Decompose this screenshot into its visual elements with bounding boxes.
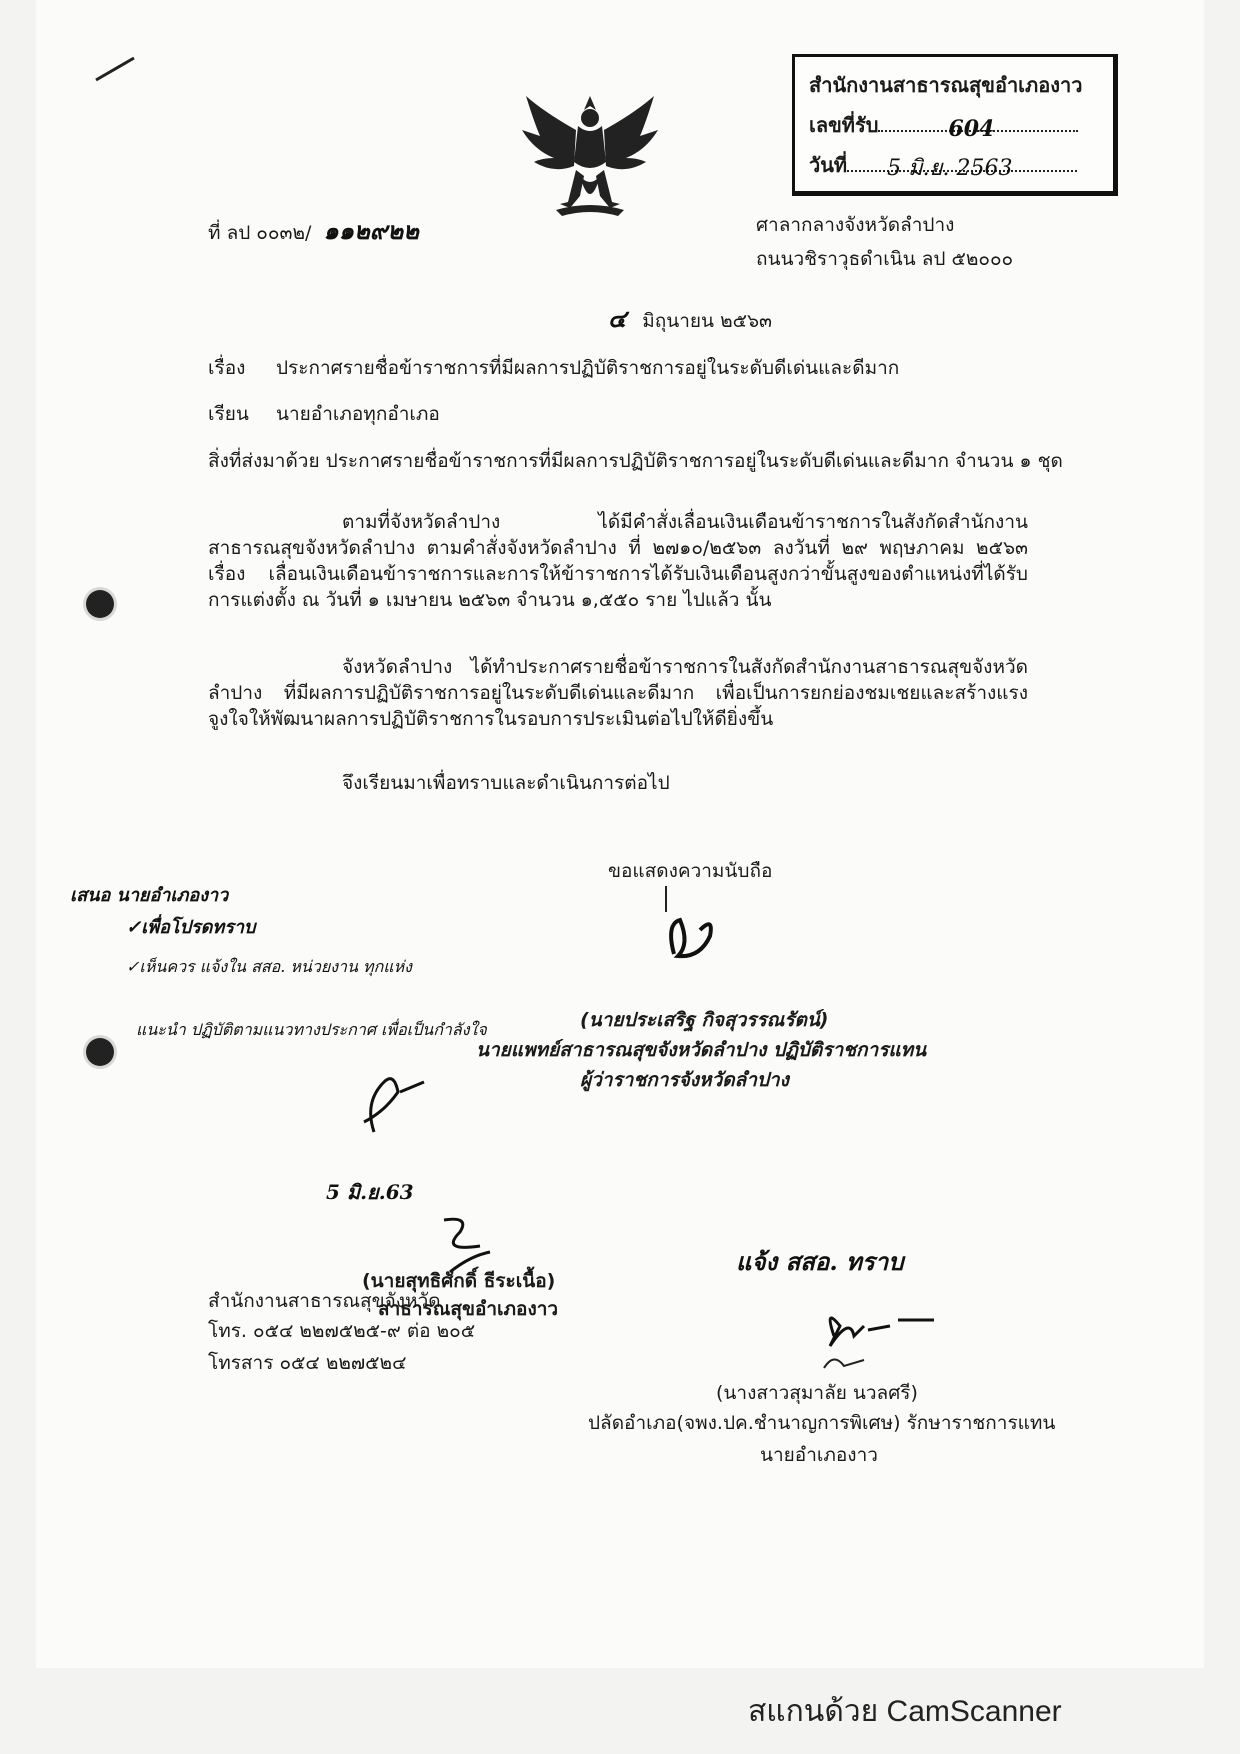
- handwritten-note-line-1: เสนอ นายอำเภองาว: [70, 885, 229, 906]
- receive-stamp: [792, 54, 1118, 196]
- subject-text: ประกาศรายชื่อข้าราชการที่มีผลการปฏิบัติราชการอยู่ในระดับดีเด่นและดีมาก: [276, 357, 900, 379]
- stamp-recv-label: เลขที่รับ: [809, 113, 879, 137]
- enclosure: สิ่งที่ส่งมาด้วย ประกาศรายชื่อข้าราชการที่มีผลการปฏิบัติราชการอยู่ในระดับดีเด่นและดีมาก จำนวน ๑ ชุด: [208, 450, 1063, 472]
- signer-title-1: นายแพทย์สาธารณสุขจังหวัดลำปาง ปฏิบัติราชการแทน: [476, 1039, 927, 1061]
- punch-hole-bottom: [86, 1038, 114, 1066]
- signature-deputy: [794, 1296, 944, 1376]
- paragraph-2: จังหวัดลำปาง ได้ทำประกาศรายชื่อข้าราชการในสังกัดสำนักงานสาธารณสุขจังหวัดลำปาง ที่มีผลการปฏิบัติราชการอยู่ในระดับดีเด่นและดีมาก เพื่อเป็นการยกย่องชมเชยและสร้างแรงจูงใจให้พัฒนาผลการปฏิบัติราชการในรอบการประเมินต่อไปให้ดียิ่งขึ้น: [208, 656, 1028, 730]
- deputy-title-1: ปลัดอำเภอ(จพง.ปค.ชำนาญการพิเศษ) รักษาราชการแทน: [588, 1412, 1056, 1434]
- subject-label: เรื่อง: [208, 357, 246, 379]
- signature-main: [660, 884, 730, 974]
- scanner-watermark: สแกนด้วย CamScanner: [748, 1695, 1062, 1728]
- doc-number-handwritten: ๑๑๒๙๒๒: [323, 216, 419, 245]
- handwritten-note-line-2: ✓เพื่อโปรดทราบ: [126, 917, 256, 938]
- signature-note: [354, 1062, 434, 1142]
- deputy-name: (นางสาวสุมาลัย นวลศรี): [716, 1382, 918, 1404]
- closing: ขอแสดงความนับถือ: [608, 860, 773, 882]
- doc-number-printed: ที่ ลป ๐๐๓๒/: [208, 222, 312, 244]
- paragraph-3: จึงเรียนมาเพื่อทราบและดำเนินการต่อไป: [342, 772, 670, 794]
- date-month-year: มิถุนายน ๒๕๖๓: [642, 310, 773, 332]
- punch-hole-top: [86, 590, 114, 618]
- health-officer-title: สาธารณสุขอำเภองาว: [378, 1298, 559, 1320]
- stamp-date-value: 5 มิ.ย. 2563: [887, 156, 1013, 181]
- signer-title-2: ผู้ว่าราชการจังหวัดลำปาง: [580, 1069, 789, 1091]
- health-officer-name: (นายสุทธิศักดิ์ ธีระเนื้อ): [362, 1270, 556, 1292]
- to-label: เรียน: [208, 403, 249, 425]
- deputy-note: แจ้ง สสอ. ทราบ: [736, 1247, 904, 1276]
- handwritten-note-line-4: แนะนำ ปฏิบัติตามแนวทางประกาศ เพื่อเป็นกำลังใจ: [136, 1020, 487, 1039]
- footer-fax: โทรสาร ๐๕๔ ๒๒๗๕๒๔: [208, 1352, 407, 1374]
- paragraph-1: ตามที่จังหวัดลำปาง ได้มีคำสั่งเลื่อนเงินเดือนข้าราชการในสังกัดสำนักงานสาธารณสุขจังหวัดลำปาง ตามคำสั่งจังหวัดลำปาง ที่ ๒๗๑๐/๒๕๖๓ ลงวันที่ ๒๙ พฤษภาคม ๒๕๖๓ เรื่อง เลื่อนเงินเดือนข้าราชการและการให้ข้าราชการได้รับเงินเดือนสูงกว่าขั้นสูงของตำแหน่งที่ได้รับการแต่งตั้ง ณ วันที่ ๑ เมษายน ๒๕๖๓ จำนวน ๑,๕๕๐ ราย ไปแล้ว นั้น: [208, 511, 1028, 611]
- deputy-title-2: นายอำเภองาว: [760, 1444, 878, 1466]
- handwritten-note-date: 5 มิ.ย.63: [326, 1180, 414, 1204]
- scan-mark: [92, 54, 138, 84]
- handwritten-note-line-3: ✓เห็นควร แจ้งใน สสอ. หน่วยงาน ทุกแห่ง: [126, 957, 412, 976]
- document-date: [608, 306, 772, 334]
- stamp-recv-row: [809, 109, 1078, 141]
- garuda-emblem-icon: [520, 92, 660, 232]
- stamp-date-row: [809, 149, 1077, 181]
- to-text: นายอำเภอทุกอำเภอ: [276, 403, 440, 425]
- address-line-1: ศาลากลางจังหวัดลำปาง: [756, 214, 955, 236]
- date-day: ๔: [608, 304, 627, 333]
- footer-office: สำนักงานสาธารณสุขจังหวัด: [208, 1290, 441, 1312]
- stamp-recv-no: 604: [948, 116, 995, 142]
- doc-number: [208, 218, 419, 246]
- stamp-office: สำนักงานสาธารณสุขอำเภองาว: [809, 73, 1083, 97]
- footer-tel: โทร. ๐๕๔ ๒๒๗๕๒๕-๙ ต่อ ๒๐๕: [208, 1320, 476, 1342]
- signer-name: (นายประเสริฐ กิจสุวรรณรัตน์): [580, 1009, 829, 1031]
- address-line-2: ถนนวชิราวุธดำเนิน ลป ๕๒๐๐๐: [756, 248, 1014, 270]
- stamp-date-label: วันที่: [809, 153, 848, 177]
